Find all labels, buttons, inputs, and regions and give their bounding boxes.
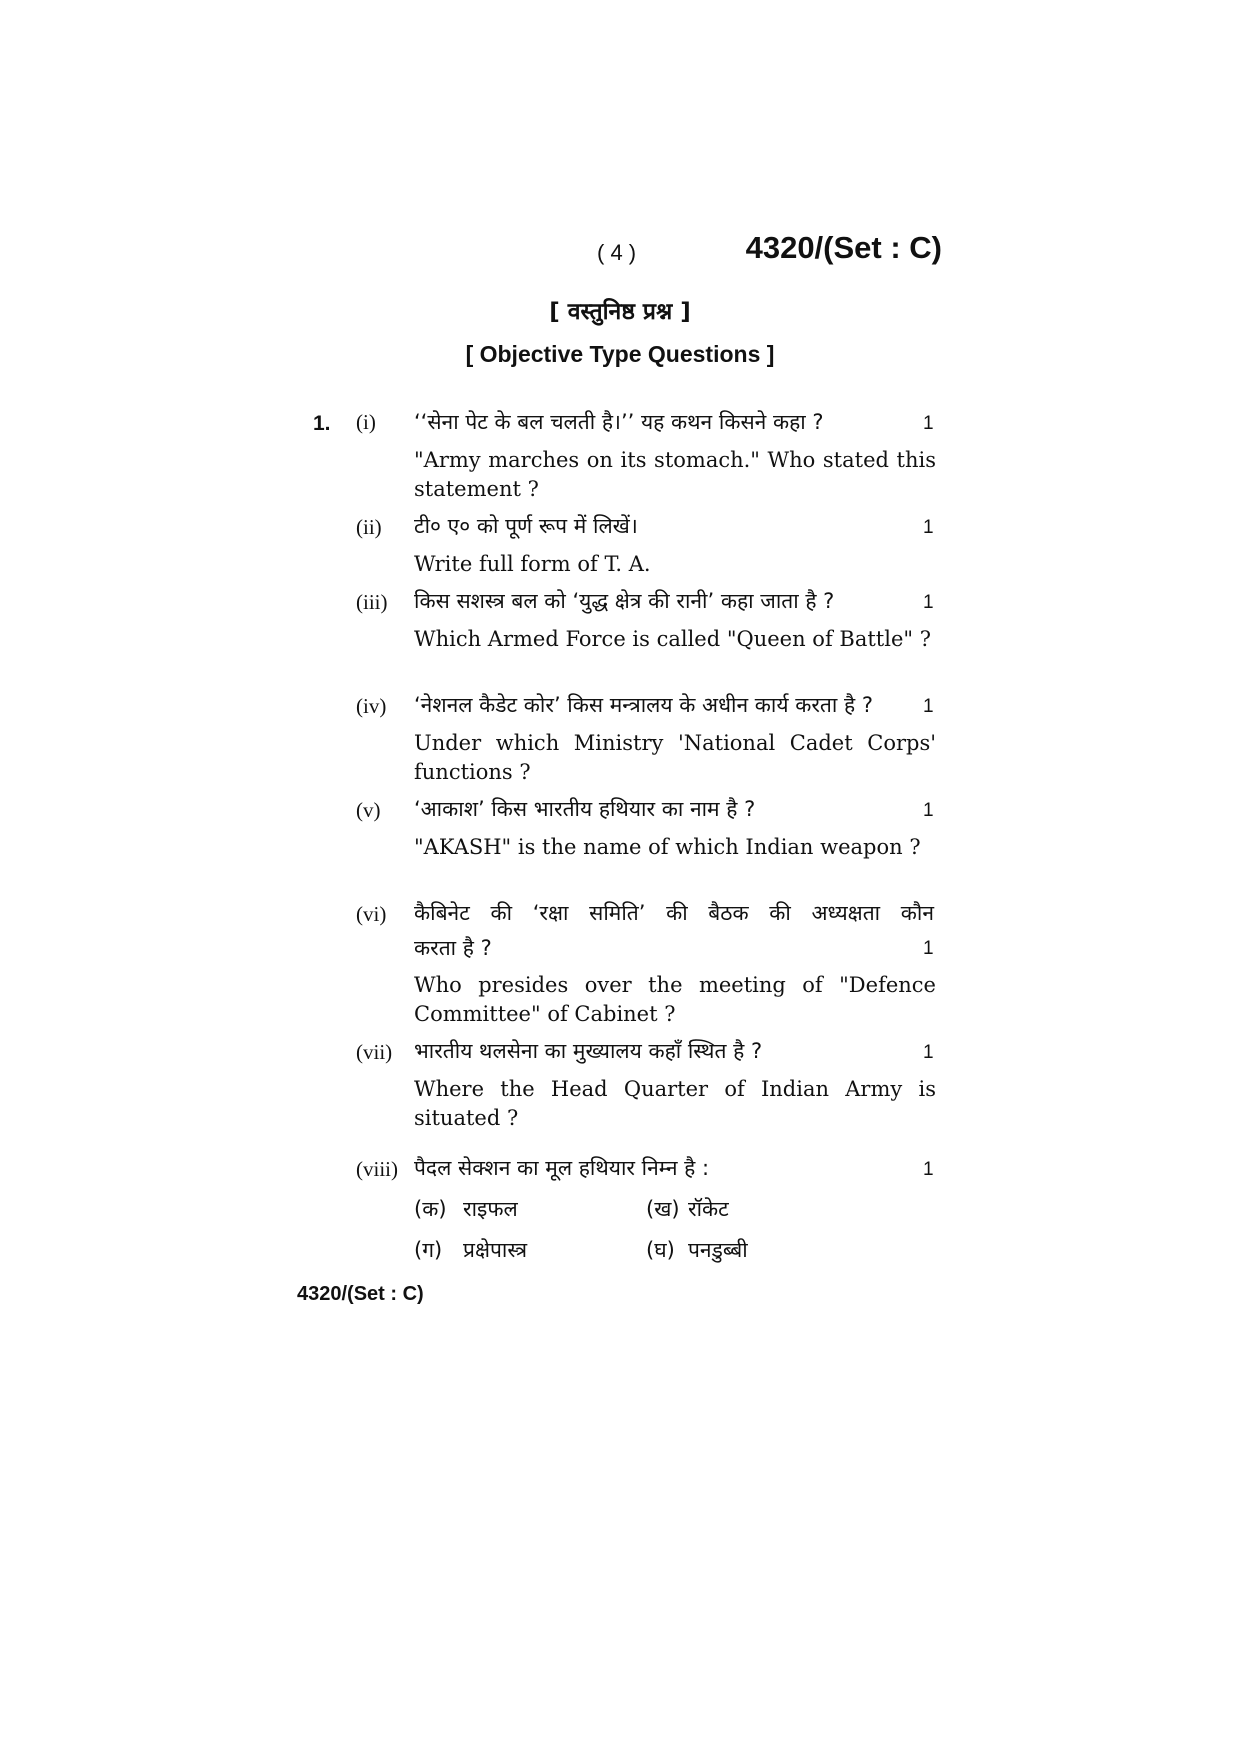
item-hindi-v: ‘आकाश’ किस भारतीय हथियार का नाम है ? xyxy=(414,797,756,821)
item-label-vi: (vi) xyxy=(356,902,387,926)
item-marks-i: 1 xyxy=(923,413,934,434)
item-english-v: "AKASH" is the name of which Indian weapon ? xyxy=(414,835,921,859)
option-ga-label: (ग) xyxy=(414,1238,443,1262)
item-hindi-viii: पैदल सेक्शन का मूल हथियार निम्न है : xyxy=(414,1156,710,1180)
item-english-i: "Army marches on its stomach." Who stated this statement ? xyxy=(414,448,936,501)
option-gha-text: पनडुब्बी xyxy=(688,1238,748,1262)
page-number: ( 4 ) xyxy=(597,240,637,265)
option-ka-text: राइफल xyxy=(463,1197,518,1221)
item-marks-vi: 1 xyxy=(923,938,934,959)
item-english-ii: Write full form of T. A. xyxy=(414,552,651,576)
item-label-vii: (vii) xyxy=(356,1040,393,1064)
item-marks-iv: 1 xyxy=(923,696,934,717)
item-english-iv: Under which Ministry 'National Cadet Corps' functions ? xyxy=(414,731,936,784)
item-english-iii: Which Armed Force is called "Queen of Battle" ? xyxy=(414,627,931,651)
paper-code-footer: 4320/(Set : C) xyxy=(297,1283,424,1305)
item-label-iii: (iii) xyxy=(356,590,388,614)
item-marks-v: 1 xyxy=(923,800,934,821)
item-hindi-vi-line1: कैबिनेट की ‘रक्षा समिति’ की बैठक की अध्यक्षता कौन xyxy=(414,901,934,925)
option-kha-text: रॉकेट xyxy=(688,1197,729,1221)
item-label-viii: (viii) xyxy=(356,1157,398,1181)
question-number: 1. xyxy=(313,412,331,435)
paper-code-header: 4320/(Set : C) xyxy=(745,230,942,265)
option-gha-label: (घ) xyxy=(646,1238,675,1262)
item-english-vi: Who presides over the meeting of "Defence Committee" of Cabinet ? xyxy=(414,973,936,1026)
item-label-v: (v) xyxy=(356,798,381,822)
item-hindi-iv: ‘नेशनल कैडेट कोर’ किस मन्त्रालय के अधीन कार्य करता है ? xyxy=(414,693,873,717)
item-hindi-vi-line2: करता है ? xyxy=(414,936,492,960)
item-label-i: (i) xyxy=(356,410,376,434)
item-label-ii: (ii) xyxy=(356,515,382,539)
item-english-vii: Where the Head Quarter of Indian Army is situated ? xyxy=(414,1077,936,1130)
item-marks-ii: 1 xyxy=(923,517,934,538)
item-marks-viii: 1 xyxy=(923,1159,934,1180)
item-marks-iii: 1 xyxy=(923,592,934,613)
option-kha-label: (ख) xyxy=(646,1197,680,1221)
section-heading-english: [ Objective Type Questions ] xyxy=(465,341,775,367)
option-ka-label: (क) xyxy=(414,1197,447,1221)
item-hindi-iii: किस सशस्त्र बल को ‘युद्ध क्षेत्र की रानी’ कहा जाता है ? xyxy=(414,589,835,613)
item-hindi-vii: भारतीय थलसेना का मुख्यालय कहाँ स्थित है ? xyxy=(414,1039,763,1063)
option-ga-text: प्रक्षेपास्त्र xyxy=(463,1238,528,1262)
item-label-iv: (iv) xyxy=(356,694,387,718)
section-heading-hindi: [ वस्तुनिष्ठ प्रश्न ] xyxy=(549,299,691,325)
item-hindi-i: ‘‘सेना पेट के बल चलती है।’’ यह कथन किसने कहा ? xyxy=(414,410,824,434)
item-hindi-ii: टी० ए० को पूर्ण रूप में लिखें। xyxy=(414,514,638,538)
item-marks-vii: 1 xyxy=(923,1042,934,1063)
